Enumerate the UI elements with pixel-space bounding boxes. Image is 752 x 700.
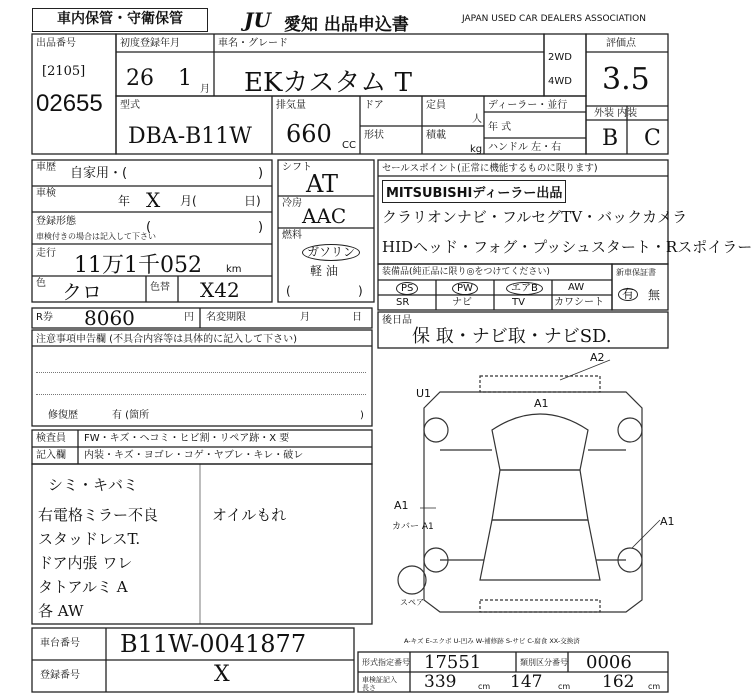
lot-label: 出品番号 [36, 38, 76, 49]
fuel-diesel: 軽 油 [310, 264, 338, 278]
grades-label: 外装 内装 [594, 108, 638, 119]
repair-option: 有 (箇所 [112, 410, 150, 421]
lot-number: 02655 [36, 90, 103, 117]
plate-label: 登録番号 [40, 670, 80, 681]
spare-label: スペア [400, 598, 424, 607]
inspector-row-1: FW・キズ・ヘコミ・ヒビ割・リペア跡・X 要 [84, 433, 290, 444]
remark-oil: オイルもれ [212, 506, 287, 524]
name-change-day: 日 [352, 312, 362, 323]
reg-month: 1 [178, 66, 192, 91]
door-label: ドア [364, 100, 384, 111]
equip-seat: カワシート [554, 297, 604, 308]
car-diagram [398, 360, 660, 612]
equip-tv: TV [512, 297, 525, 308]
score-value: 3.5 [602, 62, 650, 97]
color-label: 色 [36, 278, 46, 289]
notes-label: 注意事項申告欄 (不具合内容等は具体的に記入して下さい) [36, 334, 297, 345]
chassis-label: 車台番号 [40, 638, 80, 649]
weight-unit: kg [470, 144, 483, 155]
history-value: 自家用・( [70, 166, 128, 181]
recycle-label: R券 [36, 312, 53, 323]
reg-type-close: ) [258, 220, 264, 235]
inspector-label-1: 検査員 [36, 433, 66, 444]
equip-navi: ナビ [452, 297, 472, 308]
repair-close: ) [360, 410, 364, 421]
reg-year: 26 [126, 66, 154, 91]
inspector-label-2: 記入欄 [36, 450, 66, 461]
displacement-label: 排気量 [276, 100, 306, 111]
warranty-label: 新車保証書 [616, 268, 656, 277]
sales-point-line1: クラリオンナビ・フルセグTV・バックカメラ [382, 208, 688, 226]
fuel-open: ( [286, 284, 291, 298]
color-value: クロ [62, 280, 102, 304]
warranty-yes: 有 [618, 288, 638, 301]
reg-month-unit: 月 [200, 84, 210, 95]
shift-label: シフト [282, 162, 312, 173]
category-label: 類別区分番号 [520, 658, 568, 667]
equip-airbag: エアB [506, 282, 543, 295]
length-unit: cm [478, 682, 491, 691]
year-label: 年 式 [488, 122, 512, 133]
handle-label: ハンドル 左・右 [488, 142, 562, 153]
color-change-label: 色替 [150, 282, 170, 293]
exterior-grade: B [602, 126, 619, 151]
lot-bracket: [2105] [42, 64, 86, 79]
mileage-label: 走行 [36, 248, 56, 259]
displacement-unit: CC [342, 140, 356, 151]
name-change-label: 名変期限 [206, 312, 246, 323]
aircon-label: 冷房 [282, 198, 302, 209]
fuel-label: 燃料 [282, 230, 302, 241]
length-value: 339 [424, 672, 457, 692]
capacity-unit: 人 [472, 114, 482, 125]
type-label: 型式 [120, 100, 140, 111]
inspection-label: 車検 [36, 188, 56, 199]
interior-grade: C [644, 126, 661, 151]
equipment-label: 装備品(純正品に限り◎をつけてください) [382, 267, 550, 277]
type-value: DBA-B11W [128, 124, 252, 149]
width-value: 147 [510, 672, 543, 692]
capacity-label: 定員 [426, 100, 446, 111]
score-label: 評価点 [606, 38, 636, 49]
inspector-row-2: 内装・キズ・ヨゴレ・コゲ・ヤブレ・キレ・破レ [84, 450, 304, 461]
chassis-value: B11W-0041877 [120, 630, 307, 658]
recycle-value: 8060 [84, 306, 135, 330]
shift-value: AT [306, 170, 339, 198]
remark-item: スタッドレスT. [38, 530, 141, 548]
designation-label: 形式指定番号 [362, 658, 410, 667]
name-change-month: 月 [300, 312, 310, 323]
damage-mark: U1 [416, 387, 432, 400]
reg-type-open: ( [146, 220, 152, 235]
category-value: 0006 [586, 652, 632, 673]
reg-type-label: 登録形態 [36, 216, 76, 227]
remark-item: シミ・キバミ [48, 476, 139, 494]
form-title: 愛知 出品申込書 [284, 15, 409, 35]
equip-sr: SR [396, 297, 410, 308]
remark-item: 右電格ミラー不良 [38, 506, 159, 524]
designation-value: 17551 [424, 652, 482, 673]
inspection-day: 日) [244, 194, 261, 208]
equip-pw: PW [452, 282, 478, 295]
repair-label: 修復歴 [48, 410, 78, 421]
weight-label: 積載 [426, 130, 446, 141]
height-unit: cm [648, 682, 661, 691]
length-label: 車検証記入 長さ [362, 676, 397, 692]
width-unit: cm [558, 682, 571, 691]
reg-type-note: 車検付きの場合は記入して下さい [36, 232, 156, 241]
extras-value: 保 取・ナビ取・ナビSD. [412, 326, 612, 347]
height-value: 162 [602, 672, 635, 692]
fuel-close: ) [358, 284, 363, 298]
storage-badge: 車内保管・守衛保管 [32, 8, 208, 32]
damage-mark: A1 [660, 515, 675, 528]
damage-mark: A1 [534, 397, 549, 410]
first-reg-label: 初度登録年月 [120, 38, 180, 49]
model-label: 車名・グレード [218, 38, 288, 49]
damage-legend: A-キズ E-エクボ U-凹み W-補修跡 S-サビ C-腐食 XX-交換済 [404, 637, 580, 645]
dealer-tag: MITSUBISHIディーラー出品 [382, 180, 566, 203]
damage-mark: A2 [590, 351, 605, 364]
history-close: ) [258, 166, 264, 181]
shape-label: 形状 [364, 130, 384, 141]
recycle-unit: 円 [184, 312, 194, 323]
sales-point-label: セールスポイント(正常に機能するものに限ります) [382, 163, 598, 174]
remark-item: ドア内張 ワレ [38, 554, 133, 572]
dealer-label: ディーラー・並行 [488, 100, 568, 111]
equip-aw: AW [568, 282, 585, 293]
displacement-value: 660 [286, 120, 332, 148]
sales-point-line2: HIDヘッド・フォグ・プッシュスタート・Rスポイラー [382, 238, 752, 256]
ju-logo: JU [244, 8, 271, 32]
plate-value: X [214, 662, 230, 687]
damage-mark: A1 [394, 499, 409, 512]
damage-mark: カバー A1 [392, 522, 434, 532]
color-code: X42 [200, 278, 240, 302]
extras-label: 後日品 [382, 315, 412, 326]
association-name: JAPAN USED CAR DEALERS ASSOCIATION [462, 14, 646, 24]
inspection-year: 年 [118, 194, 131, 208]
mileage-value: 11万1千052 [74, 253, 202, 278]
remark-item: 各 AW [38, 602, 84, 620]
model-value: EKカスタム T [244, 68, 413, 98]
warranty-no: 無 [648, 288, 661, 302]
mileage-unit: km [226, 264, 242, 275]
history-label: 車歴 [36, 162, 56, 173]
fuel-gasoline: ガソリン [302, 244, 360, 261]
inspection-mark: X [146, 188, 161, 212]
drive-2wd: 2WD [548, 52, 572, 63]
equip-ps: PS [396, 282, 418, 295]
inspection-month: 月( [180, 194, 197, 208]
drive-4wd: 4WD [548, 76, 572, 87]
aircon-value: AAC [302, 204, 347, 228]
remark-item: タトアルミ A [38, 578, 128, 596]
